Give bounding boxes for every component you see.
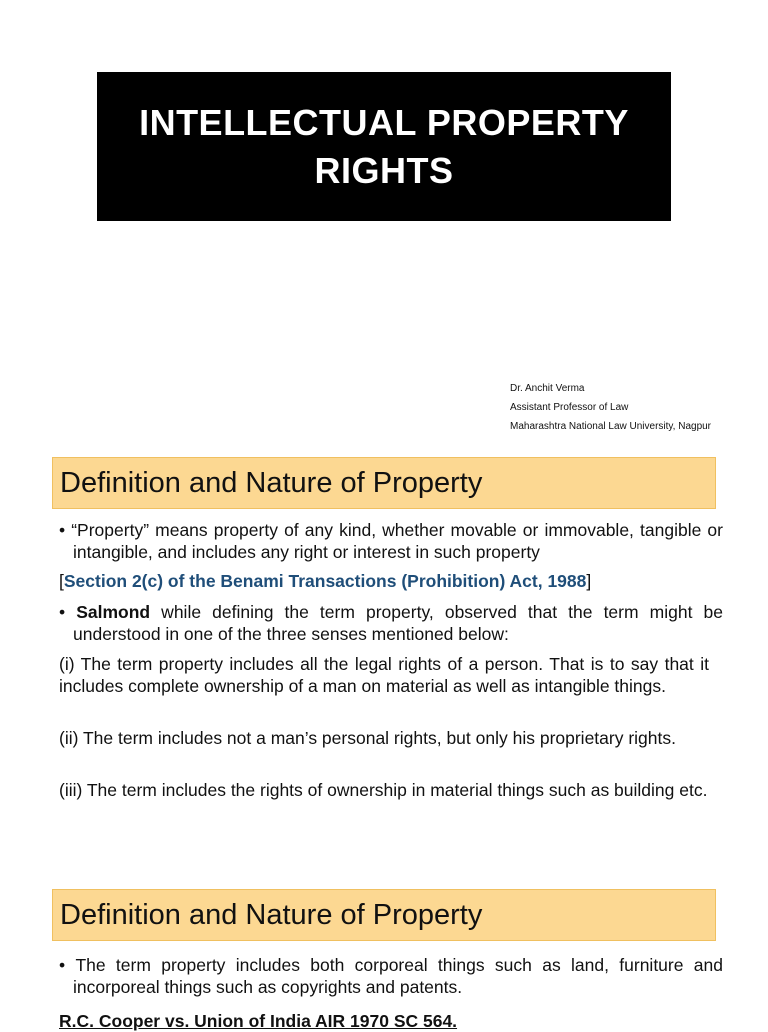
ref-bracket-close: ]: [586, 571, 592, 591]
bullet-corporeal: • The term property includes both corporeal things such as land, furniture and incorporeal things such as copyrights and patents.: [59, 955, 723, 997]
title-banner: [97, 72, 671, 221]
title-line-2: RIGHTS: [314, 149, 454, 191]
bullet-property-definition: • “Property” means property of any kind, whether movable or immovable, tangible or intangible, and includes any right or interest in such property: [59, 520, 723, 562]
author-name: Dr. Anchit Verma: [510, 383, 585, 394]
bullet-salmond: • Salmond while defining the term property, observed that the term might be understood in one of the three senses mentioned below:: [59, 602, 723, 644]
statute-reference-link[interactable]: Section 2(c) of the Benami Transactions (Prohibition) Act, 1988: [63, 571, 587, 591]
section-heading-1: Definition and Nature of Property: [52, 457, 716, 509]
title-line-1: INTELLECTUAL PROPERTY: [139, 101, 629, 143]
salmond-name: Salmond: [76, 602, 151, 622]
statute-reference: [59, 570, 709, 592]
sense-1: (i) The term property includes all the legal rights of a person. That is to say that it includes complete ownership of a man on material as well as intangible things.: [59, 654, 709, 696]
sense-3: (iii) The term includes the rights of ownership in material things such as building etc.: [59, 780, 708, 800]
salmond-text: while defining the term property, observed that the term might be understood in one of the three senses mentioned below:: [73, 602, 723, 644]
section-heading-2: Definition and Nature of Property: [52, 889, 716, 941]
author-position: Assistant Professor of Law: [510, 402, 629, 413]
author-block: [510, 379, 711, 436]
bullet-text: The term property includes both corporeal things such as land, furniture and incorporeal things such as copyrights and patents.: [73, 955, 723, 997]
author-institution: Maharashtra National Law University, Nagpur: [510, 421, 712, 432]
ref-bracket-open: [: [59, 571, 64, 591]
case-citation: R.C. Cooper vs. Union of India AIR 1970 SC 564.: [59, 1011, 458, 1031]
sense-2: (ii) The term includes not a man’s personal rights, but only his proprietary rights.: [59, 728, 676, 748]
bullet-text: “Property” means property of any kind, whether movable or immovable, tangible or intangible, and includes any right or interest in such property: [71, 520, 723, 562]
